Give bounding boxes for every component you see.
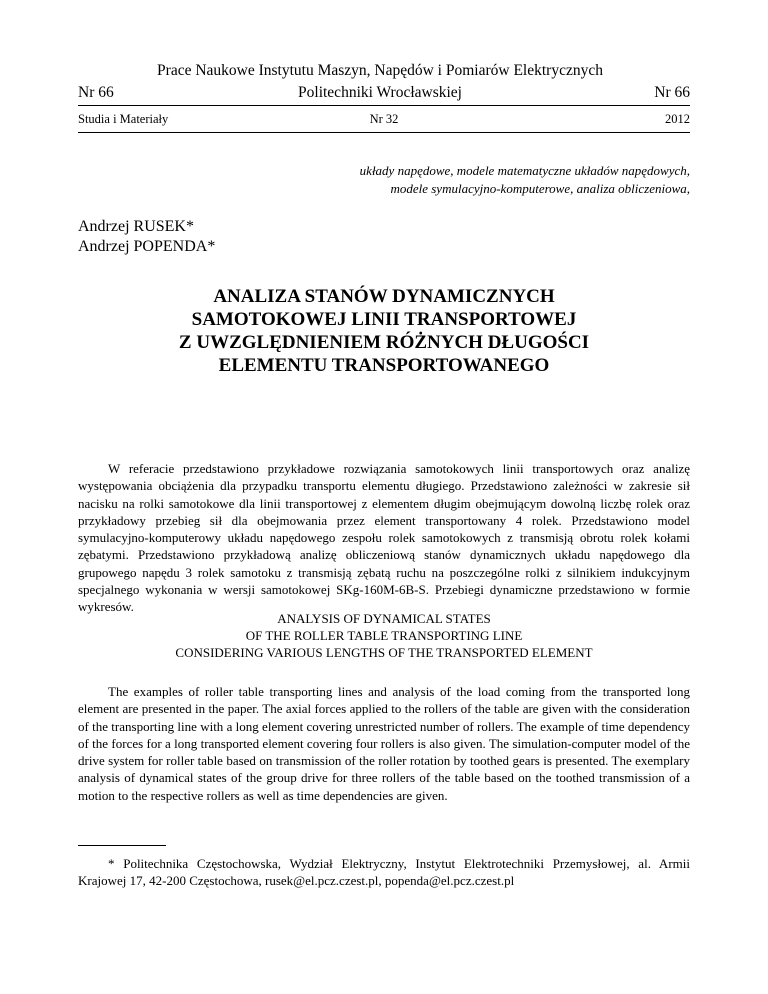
series-number: Nr 32 xyxy=(369,112,399,126)
paper-title-en xyxy=(100,610,668,661)
issue-number-right: Nr 66 xyxy=(654,84,690,101)
paper-title-pl xyxy=(100,285,668,377)
keywords xyxy=(360,162,690,198)
keywords-line: układy napędowe, modele matematyczne układów napędowych, xyxy=(359,163,690,178)
abstract-en: The examples of roller table transporting lines and analysis of the load coming from the transported long element are presented in the paper. The axial forces applied to the rollers of the table are given with the consideration of the transporting line with a long element covering unrestricted number of rollers. The example of time dependency of the forces for a long transported element covering four rollers is also given. The simulation-computer model of the drive system for roller table based on transmission of the roller rotation by toothed gears is presented. The exemplary analysis of dynamical states of the group drive for three rollers of the table based on the toothed transmission of a motion to the respective rollers as well as time dependencies are given. xyxy=(78,684,690,803)
journal-title-line1: Prace Naukowe Instytutu Maszyn, Napędów i Pomiarów Elektrycznych xyxy=(157,62,603,79)
header-rule-bottom xyxy=(78,132,690,133)
journal-title-line2: Politechniki Wrocławskiej xyxy=(298,84,462,101)
title-line: ANALIZA STANÓW DYNAMICZNYCH xyxy=(213,286,555,307)
author-affiliation-footnote: * Politechnika Częstochowska, Wydział Elektryczny, Instytut Elektrotechniki Przemysłowej, al. Armii Krajowej 17, 42-200 Częstochowa, rusek@el.pcz.czest.pl, popenda@el.pcz.czest.pl xyxy=(78,856,690,888)
author-name: Andrzej RUSEK* xyxy=(78,218,194,235)
series-label: Studia i Materiały xyxy=(78,112,169,126)
title-en-line: ANALYSIS OF DYNAMICAL STATES xyxy=(277,611,491,626)
authors xyxy=(78,217,215,257)
issue-number-left: Nr 66 xyxy=(78,84,114,101)
header-rule-top xyxy=(78,105,690,106)
footnote-rule xyxy=(78,845,166,846)
title-line: SAMOTOKOWEJ LINII TRANSPORTOWEJ xyxy=(191,309,577,330)
author-name: Andrzej POPENDA* xyxy=(78,238,216,255)
abstract-pl: W referacie przedstawiono przykładowe rozwiązania samotokowych linii transportowych oraz analizę występowania obciążenia dla przypadku transportu elementu długiego. Przedstawiono zależności w zakresie sił nacisku na rolki samotokowe dla linii transportowej z elementem długim obejmującym dowolną liczbę rolek oraz przykładowy przebieg sił dla obejmowania przez element transportowany 4 rolek. Przedstawiono model symulacyjno-komputerowy układu napędowego zespołu rolek samotokowych z transmisją obrotu rolek kołami zębatymi. Przedstawiono przykładową analizę obliczeniową stanów dynamicznych układu napędowego dla grupowego napędu 3 rolek samotoku z transmisją zębatą ruchu na poszczególne rolki z silnikiem indukcyjnym specjalnego wykonania w wersji samotokowej SKg-160M-6B-S. Przebiegi dynamiczne przedstawiono w formie wykresów. xyxy=(78,461,690,615)
title-line: ELEMENTU TRANSPORTOWANEGO xyxy=(218,355,550,376)
title-line: Z UWZGLĘDNIENIEM RÓŻNYCH DŁUGOŚCI xyxy=(178,332,590,353)
keywords-line: modele symulacyjno-komputerowe, analiza obliczeniowa, xyxy=(390,181,690,196)
title-en-line: OF THE ROLLER TABLE TRANSPORTING LINE xyxy=(245,628,523,643)
title-en-line: CONSIDERING VARIOUS LENGTHS OF THE TRANSPORTED ELEMENT xyxy=(175,645,593,660)
publication-year: 2012 xyxy=(665,112,690,126)
